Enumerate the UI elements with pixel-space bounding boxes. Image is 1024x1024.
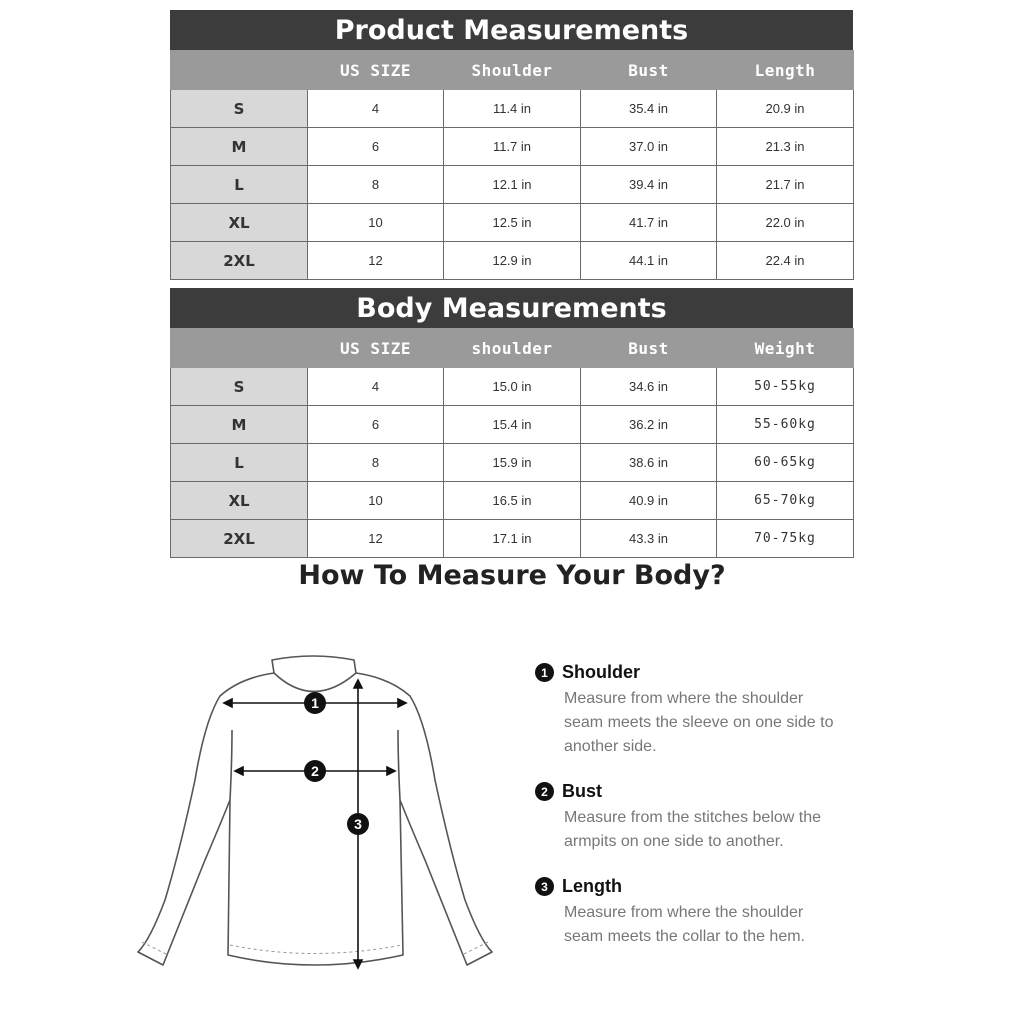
table-cell: 35.4 in	[581, 90, 717, 128]
table-cell: 11.4 in	[444, 90, 581, 128]
table-cell: 40.9 in	[581, 482, 717, 520]
table-cell: 43.3 in	[581, 520, 717, 558]
legend-line: another side.	[564, 738, 657, 755]
legend-item-bust	[535, 781, 865, 854]
legend-line: seam meets the sleeve on one side to	[564, 714, 834, 731]
legend-line: Measure from the stitches below the	[564, 809, 822, 826]
table-cell: 16.5 in	[444, 482, 581, 520]
number-3-icon: 3	[535, 877, 554, 896]
product-header-row	[171, 51, 854, 90]
hem-stitch	[230, 945, 402, 954]
table-cell: 6	[308, 128, 444, 166]
column-header: US SIZE	[308, 329, 444, 368]
legend-title: Length	[562, 876, 622, 896]
size-cell: XL	[171, 204, 308, 242]
table-cell: 21.7 in	[717, 166, 854, 204]
column-header: Weight	[717, 329, 854, 368]
size-cell: L	[171, 166, 308, 204]
how-to-measure-title: How To Measure Your Body?	[298, 560, 726, 591]
table-cell: 15.4 in	[444, 406, 581, 444]
column-header: Bust	[581, 329, 717, 368]
table-cell: 4	[308, 90, 444, 128]
table-cell: 55-60kg	[717, 406, 854, 444]
table-row	[171, 90, 854, 128]
legend-item-length	[535, 876, 865, 949]
right-cuff-stitch	[464, 942, 488, 954]
size-cell: M	[171, 128, 308, 166]
table-cell: 10	[308, 482, 444, 520]
body-measurements-table	[170, 288, 853, 558]
table-cell: 8	[308, 166, 444, 204]
table-cell: 20.9 in	[717, 90, 854, 128]
legend-description	[564, 806, 865, 854]
table-cell: 4	[308, 368, 444, 406]
table-cell: 11.7 in	[444, 128, 581, 166]
size-cell: 2XL	[171, 520, 308, 558]
column-header	[171, 329, 308, 368]
size-cell: L	[171, 444, 308, 482]
legend-line: Measure from where the shoulder	[564, 904, 804, 921]
legend-description	[564, 901, 865, 949]
column-header: shoulder	[444, 329, 581, 368]
table-cell: 12.9 in	[444, 242, 581, 280]
marker-2	[304, 760, 326, 782]
table-cell: 36.2 in	[581, 406, 717, 444]
column-header: US SIZE	[308, 51, 444, 90]
table-cell: 8	[308, 444, 444, 482]
marker-3	[347, 813, 369, 835]
table-cell: 37.0 in	[581, 128, 717, 166]
table-cell: 15.0 in	[444, 368, 581, 406]
size-cell: M	[171, 406, 308, 444]
table-cell: 12	[308, 242, 444, 280]
table-row	[171, 482, 854, 520]
marker-2-label: 2	[311, 763, 319, 779]
table-cell: 39.4 in	[581, 166, 717, 204]
table-cell: 60-65kg	[717, 444, 854, 482]
column-header: Length	[717, 51, 854, 90]
marker-3-label: 3	[354, 816, 362, 832]
body-table-title: Body Measurements	[170, 288, 853, 328]
column-header: Shoulder	[444, 51, 581, 90]
table-cell: 17.1 in	[444, 520, 581, 558]
table-cell: 50-55kg	[717, 368, 854, 406]
left-cuff-stitch	[142, 942, 166, 954]
number-1-icon: 1	[535, 663, 554, 682]
table-row	[171, 204, 854, 242]
marker-1	[304, 692, 326, 714]
column-header: Bust	[581, 51, 717, 90]
product-measurements-table	[170, 10, 853, 280]
legend-line: seam meets the collar to the hem.	[564, 928, 805, 945]
table-cell: 12.5 in	[444, 204, 581, 242]
table-cell: 70-75kg	[717, 520, 854, 558]
table-row	[171, 406, 854, 444]
body-header-row	[171, 329, 854, 368]
legend-item-shoulder	[535, 662, 865, 759]
size-cell: XL	[171, 482, 308, 520]
table-cell: 21.3 in	[717, 128, 854, 166]
table-row	[171, 444, 854, 482]
right-sleeve-seam	[398, 730, 400, 800]
table-cell: 12	[308, 520, 444, 558]
left-sleeve-seam	[230, 730, 232, 800]
shirt-measurement-diagram	[120, 640, 510, 985]
table-cell: 22.4 in	[717, 242, 854, 280]
table-cell: 12.1 in	[444, 166, 581, 204]
table-cell: 44.1 in	[581, 242, 717, 280]
table-cell: 34.6 in	[581, 368, 717, 406]
size-cell: 2XL	[171, 242, 308, 280]
table-cell: 22.0 in	[717, 204, 854, 242]
table-row	[171, 242, 854, 280]
table-cell: 38.6 in	[581, 444, 717, 482]
size-cell: S	[171, 90, 308, 128]
table-row	[171, 368, 854, 406]
product-table-title: Product Measurements	[170, 10, 853, 50]
table-cell: 41.7 in	[581, 204, 717, 242]
table-cell: 15.9 in	[444, 444, 581, 482]
legend-title: Bust	[562, 781, 602, 801]
table-cell: 6	[308, 406, 444, 444]
legend-line: armpits on one side to another.	[564, 833, 784, 850]
table-row	[171, 128, 854, 166]
table-cell: 65-70kg	[717, 482, 854, 520]
legend-title: Shoulder	[562, 662, 641, 682]
table-cell: 10	[308, 204, 444, 242]
table-row	[171, 166, 854, 204]
marker-1-label: 1	[311, 695, 319, 711]
column-header	[171, 51, 308, 90]
measurement-legend	[535, 662, 865, 971]
table-row	[171, 520, 854, 558]
legend-line: Measure from where the shoulder	[564, 690, 804, 707]
size-cell: S	[171, 368, 308, 406]
collar-line	[274, 673, 356, 692]
number-2-icon: 2	[535, 782, 554, 801]
legend-description	[564, 687, 865, 759]
